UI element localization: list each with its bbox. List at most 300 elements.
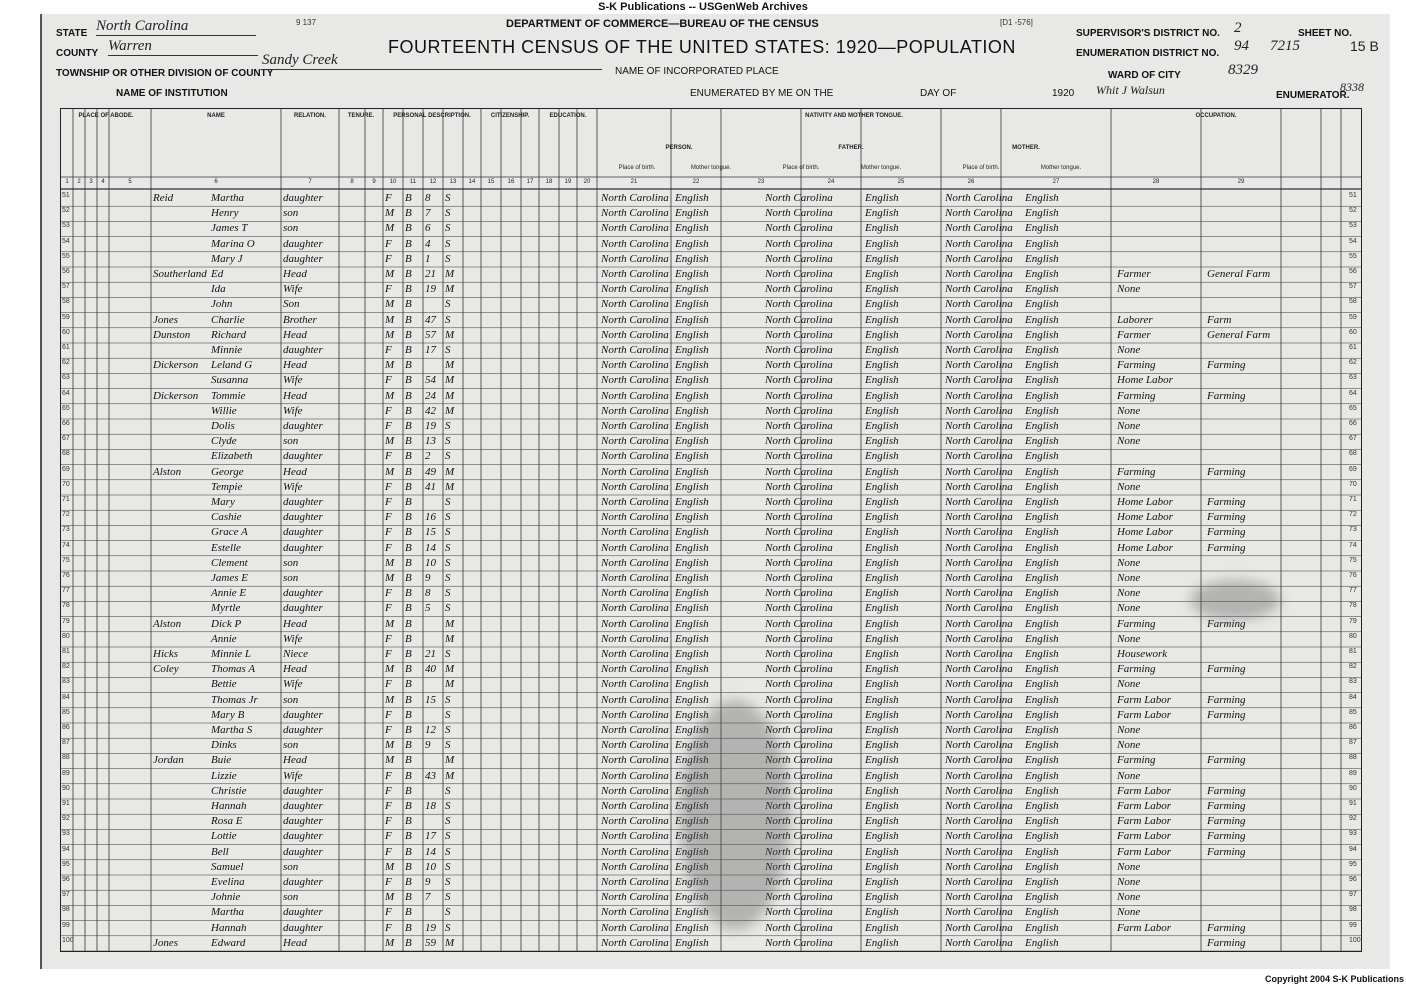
row-number: 58 — [62, 298, 70, 306]
marital-status-cell: S — [445, 222, 451, 235]
father-tongue-cell: English — [865, 815, 899, 828]
sheet-value: 15 B — [1350, 38, 1379, 54]
sex-cell: F — [385, 648, 392, 660]
row-number-right: 99 — [1349, 921, 1357, 929]
occupation-cell: None — [1117, 435, 1141, 448]
row-number-right: 78 — [1349, 602, 1357, 610]
row-number-right: 65 — [1349, 404, 1357, 412]
row-number-right: 59 — [1349, 313, 1357, 321]
sex-cell: F — [385, 587, 392, 600]
row-number: 51 — [62, 192, 70, 199]
relation-cell: daughter — [283, 587, 323, 600]
birthplace-cell: North Carolina — [601, 283, 669, 296]
birthplace-cell: North Carolina — [601, 450, 669, 463]
column-number: 15 — [487, 179, 495, 185]
race-cell: B — [405, 556, 412, 569]
day-label: DAY OF — [920, 88, 957, 99]
given-name-cell: Minnie — [211, 344, 243, 356]
column-number: 4 — [101, 179, 105, 185]
column-group-header: RELATION. — [294, 113, 326, 119]
column-number: 17 — [526, 179, 534, 185]
race-cell: B — [405, 845, 412, 858]
row-number: 67 — [62, 435, 70, 443]
marital-status-cell: S — [445, 556, 451, 569]
marital-status-cell: S — [445, 252, 451, 265]
father-birthplace-cell: North Carolina — [765, 541, 833, 554]
marital-status-cell: M — [445, 480, 455, 493]
state-label: STATE — [56, 28, 88, 39]
row-number-right: 82 — [1349, 663, 1357, 671]
row-number: 66 — [62, 420, 70, 427]
age-cell: 15 — [425, 693, 436, 706]
mother-tongue-cell: English — [675, 192, 709, 204]
mother-tongue-cell: English — [675, 663, 709, 676]
row-number: 83 — [62, 678, 70, 686]
race-cell: B — [405, 298, 412, 311]
birthplace-cell: North Carolina — [601, 420, 669, 432]
row-number-right: 85 — [1349, 708, 1357, 716]
enum-district-label: ENUMERATION DISTRICT NO. — [1076, 48, 1220, 59]
given-name-cell: Grace A — [211, 526, 248, 539]
sex-cell: F — [385, 800, 392, 812]
race-cell: B — [405, 693, 412, 706]
column-number: 3 — [89, 179, 93, 185]
given-name-cell: Cashie — [211, 511, 242, 524]
enumerated-label: ENUMERATED BY ME ON THE — [690, 88, 834, 99]
father-birthplace-cell: North Carolina — [765, 298, 833, 311]
row-number-right: 67 — [1349, 435, 1357, 443]
relation-cell: daughter — [283, 344, 323, 356]
mother-birthplace-cell: North Carolina — [945, 754, 1013, 767]
relation-cell: daughter — [283, 800, 323, 812]
column-group-header: NAME — [207, 113, 225, 119]
row-number: 55 — [62, 252, 70, 260]
sex-cell: F — [385, 830, 392, 843]
father-tongue-cell: English — [865, 222, 899, 235]
marital-status-cell: S — [445, 313, 451, 326]
given-name-cell: Thomas A — [211, 663, 256, 676]
column-group-header: CITIZENSHIP. — [490, 113, 530, 119]
row-number-right: 61 — [1349, 344, 1357, 351]
given-name-cell: Evelina — [211, 876, 245, 888]
sex-cell: M — [385, 298, 395, 311]
given-name-cell: Myrtle — [211, 602, 241, 615]
mother-birthplace-cell: North Carolina — [945, 435, 1013, 448]
given-name-cell: Martha — [211, 906, 244, 919]
birthplace-cell: North Carolina — [601, 876, 669, 888]
row-number-right: 76 — [1349, 572, 1357, 579]
birthplace-cell: North Carolina — [601, 207, 669, 220]
row-number: 71 — [62, 496, 70, 503]
relation-cell: daughter — [283, 602, 323, 615]
sex-cell: M — [385, 268, 395, 280]
mother-tongue-cell: English — [675, 784, 709, 797]
mother-tongue-cell: English — [675, 389, 709, 402]
age-cell: 42 — [425, 404, 436, 417]
mother-tongue-cell: English — [675, 420, 709, 432]
age-cell: 8 — [425, 192, 431, 204]
age-cell: 6 — [425, 222, 431, 235]
mother-tongue-cell: English — [675, 328, 709, 341]
mother-tongue-mother-cell: English — [1025, 404, 1059, 417]
father-birthplace-cell: North Carolina — [765, 313, 833, 326]
father-birthplace-cell: North Carolina — [765, 845, 833, 858]
mother-tongue-mother-cell: English — [1025, 359, 1059, 372]
race-cell: B — [405, 359, 412, 372]
ink-smudge — [1190, 580, 1280, 620]
mother-birthplace-cell: North Carolina — [945, 496, 1013, 508]
age-cell: 9 — [425, 876, 431, 888]
given-name-cell: Minnie L — [211, 648, 252, 660]
industry-cell: Farming — [1207, 693, 1246, 706]
sex-cell: M — [385, 617, 395, 630]
father-birthplace-cell: North Carolina — [765, 876, 833, 888]
column-number: 12 — [429, 179, 437, 185]
race-cell: B — [405, 769, 412, 782]
nativity-subgroup: PERSON. — [665, 145, 693, 151]
age-cell: 49 — [425, 465, 436, 478]
father-birthplace-cell: North Carolina — [765, 283, 833, 296]
relation-cell: Head — [283, 936, 307, 949]
age-cell: 19 — [425, 420, 436, 432]
father-birthplace-cell: North Carolina — [765, 389, 833, 402]
column-number: 13 — [449, 179, 457, 185]
row-number-right: 63 — [1349, 374, 1357, 382]
relation-cell: daughter — [283, 420, 323, 432]
father-birthplace-cell: North Carolina — [765, 800, 833, 812]
mother-birthplace-cell: North Carolina — [945, 617, 1013, 630]
relation-cell: daughter — [283, 830, 323, 843]
surname-cell: Jordan — [153, 754, 184, 767]
given-name-cell: Marina O — [211, 237, 255, 250]
occupation-cell: Housework — [1117, 648, 1168, 660]
occupation-cell: None — [1117, 906, 1141, 919]
row-number: 93 — [62, 830, 70, 838]
mother-tongue-cell: English — [675, 876, 709, 888]
birthplace-cell: North Carolina — [601, 648, 669, 660]
mother-tongue-cell: English — [675, 936, 709, 949]
mother-birthplace-cell: North Carolina — [945, 921, 1013, 934]
sex-cell: F — [385, 374, 392, 387]
birthplace-cell: North Carolina — [601, 237, 669, 250]
row-number-right: 88 — [1349, 754, 1357, 762]
father-tongue-cell: English — [865, 693, 899, 706]
given-name-cell: Ida — [211, 283, 226, 296]
column-number: 7 — [308, 179, 312, 185]
industry-cell: Farming — [1207, 496, 1246, 508]
row-number-right: 71 — [1349, 496, 1357, 503]
birthplace-cell: North Carolina — [601, 526, 669, 539]
row-number-right: 51 — [1349, 192, 1357, 199]
mother-birthplace-cell: North Carolina — [945, 587, 1013, 600]
birthplace-cell: North Carolina — [601, 602, 669, 615]
given-name-cell: Annie E — [211, 587, 247, 600]
sex-cell: M — [385, 739, 395, 752]
mother-birthplace-cell: North Carolina — [945, 541, 1013, 554]
row-number-right: 79 — [1349, 617, 1357, 625]
mother-tongue-mother-cell: English — [1025, 708, 1059, 721]
row-number-right: 91 — [1349, 800, 1357, 807]
row-number: 98 — [62, 906, 70, 914]
mother-tongue-cell: English — [675, 693, 709, 706]
mother-tongue-mother-cell: English — [1025, 374, 1059, 387]
row-number-right: 87 — [1349, 739, 1357, 747]
mother-tongue-cell: English — [675, 359, 709, 372]
father-tongue-cell: English — [865, 298, 899, 311]
mother-tongue-cell: English — [675, 556, 709, 569]
birthplace-cell: North Carolina — [601, 252, 669, 265]
given-name-cell: Buie — [211, 754, 232, 767]
father-birthplace-cell: North Carolina — [765, 724, 833, 736]
column-number: 25 — [897, 179, 905, 185]
marital-status-cell: M — [445, 359, 455, 372]
sex-cell: F — [385, 283, 392, 296]
sex-cell: F — [385, 450, 392, 463]
race-cell: B — [405, 465, 412, 478]
marital-status-cell: M — [445, 268, 455, 280]
given-name-cell: Mary B — [211, 708, 245, 721]
column-number: 26 — [967, 179, 975, 185]
row-number: 99 — [62, 921, 70, 929]
birthplace-cell: North Carolina — [601, 860, 669, 873]
relation-cell: daughter — [283, 450, 323, 463]
age-cell: 19 — [425, 921, 436, 934]
sex-cell: F — [385, 724, 392, 736]
relation-cell: Head — [283, 328, 307, 341]
sheet-label: SHEET NO. — [1298, 28, 1352, 39]
row-number: 90 — [62, 784, 70, 792]
relation-cell: daughter — [283, 906, 323, 919]
mother-birthplace-cell: North Carolina — [945, 724, 1013, 736]
row-number-right: 68 — [1349, 450, 1357, 458]
mother-tongue-cell: English — [675, 268, 709, 280]
occupation-cell: Farm Labor — [1117, 815, 1172, 828]
father-birthplace-cell: North Carolina — [765, 192, 833, 204]
stamp-b: 8329 — [1228, 62, 1258, 78]
supervisor-label: SUPERVISOR'S DISTRICT NO. — [1076, 28, 1220, 39]
father-tongue-cell: English — [865, 465, 899, 478]
given-name-cell: John — [211, 298, 233, 311]
birthplace-cell: North Carolina — [601, 815, 669, 828]
father-birthplace-cell: North Carolina — [765, 480, 833, 493]
sex-cell: M — [385, 465, 395, 478]
age-cell: 9 — [425, 572, 431, 584]
sex-cell: M — [385, 754, 395, 767]
row-number: 91 — [62, 800, 70, 807]
enum-district-value: 94 — [1234, 38, 1249, 54]
mother-tongue-mother-cell: English — [1025, 860, 1059, 873]
birthplace-cell: North Carolina — [601, 359, 669, 372]
column-number: 20 — [583, 179, 591, 185]
row-number-right: 93 — [1349, 830, 1357, 838]
mother-birthplace-cell: North Carolina — [945, 526, 1013, 539]
father-tongue-cell: English — [865, 708, 899, 721]
mother-tongue-mother-cell: English — [1025, 891, 1059, 904]
row-number-right: 66 — [1349, 420, 1357, 427]
row-number: 79 — [62, 617, 70, 625]
father-birthplace-cell: North Carolina — [765, 359, 833, 372]
column-number: 24 — [827, 179, 835, 185]
marital-status-cell: S — [445, 450, 451, 463]
column-number: 8 — [350, 179, 354, 185]
industry-cell: General Farm — [1207, 328, 1271, 341]
row-number: 52 — [62, 207, 70, 215]
sex-cell: F — [385, 252, 392, 265]
occupation-cell: None — [1117, 572, 1141, 584]
mother-tongue-cell: English — [675, 222, 709, 235]
father-birthplace-cell: North Carolina — [765, 663, 833, 676]
age-cell: 54 — [425, 374, 436, 387]
father-tongue-cell: English — [865, 936, 899, 949]
birthplace-cell: North Carolina — [601, 480, 669, 493]
father-tongue-cell: English — [865, 313, 899, 326]
row-number: 65 — [62, 404, 70, 412]
occupation-cell: None — [1117, 283, 1141, 296]
given-name-cell: Charlie — [211, 313, 245, 326]
row-number: 54 — [62, 237, 70, 245]
father-tongue-cell: English — [865, 784, 899, 797]
nativity-column-label: Place of birth. — [782, 165, 820, 171]
occupation-cell: Farmer — [1117, 328, 1151, 341]
race-cell: B — [405, 268, 412, 280]
occupation-cell: None — [1117, 587, 1141, 600]
birthplace-cell: North Carolina — [601, 891, 669, 904]
sex-cell: F — [385, 480, 392, 493]
industry-cell: Farm — [1207, 313, 1232, 326]
industry-cell: Farming — [1207, 389, 1246, 402]
nativity-column-label: Place of birth. — [618, 165, 656, 171]
age-cell: 5 — [425, 602, 431, 615]
mother-tongue-cell: English — [675, 891, 709, 904]
mother-tongue-cell: English — [675, 769, 709, 782]
mother-birthplace-cell: North Carolina — [945, 298, 1013, 311]
marital-status-cell: M — [445, 328, 455, 341]
father-birthplace-cell: North Carolina — [765, 784, 833, 797]
race-cell: B — [405, 541, 412, 554]
nativity-column-label: Mother tongue. — [690, 165, 732, 171]
relation-cell: Head — [283, 465, 307, 478]
occupation-cell: Farming — [1117, 663, 1156, 676]
nativity-column-label: Mother tongue. — [1040, 165, 1082, 171]
occupation-cell: None — [1117, 602, 1141, 615]
mother-tongue-mother-cell: English — [1025, 587, 1059, 600]
row-number: 75 — [62, 556, 70, 564]
birthplace-cell: North Carolina — [601, 724, 669, 736]
mother-birthplace-cell: North Carolina — [945, 876, 1013, 888]
mother-tongue-cell: English — [675, 313, 709, 326]
mother-tongue-mother-cell: English — [1025, 207, 1059, 220]
marital-status-cell: S — [445, 693, 451, 706]
marital-status-cell: S — [445, 192, 451, 204]
sex-cell: M — [385, 328, 395, 341]
given-name-cell: Thomas Jr — [211, 693, 258, 706]
father-tongue-cell: English — [865, 496, 899, 508]
mother-birthplace-cell: North Carolina — [945, 769, 1013, 782]
mother-tongue-mother-cell: English — [1025, 830, 1059, 843]
occupation-cell: None — [1117, 344, 1141, 356]
given-name-cell: Estelle — [211, 541, 241, 554]
mother-birthplace-cell: North Carolina — [945, 708, 1013, 721]
father-birthplace-cell: North Carolina — [765, 207, 833, 220]
age-cell: 15 — [425, 526, 436, 539]
marital-status-cell: M — [445, 678, 455, 691]
marital-status-cell: S — [445, 860, 451, 873]
relation-cell: daughter — [283, 526, 323, 539]
page-title: FOURTEENTH CENSUS OF THE UNITED STATES: 1920—POPULATION — [388, 37, 1016, 57]
age-cell: 7 — [425, 891, 431, 904]
given-name-cell: Dolis — [211, 420, 235, 432]
row-number: 88 — [62, 754, 70, 762]
marital-status-cell: S — [445, 906, 451, 919]
marital-status-cell: S — [445, 724, 451, 736]
nativity-column-label: Mother tongue. — [860, 165, 902, 171]
relation-cell: Wife — [283, 678, 303, 691]
mother-tongue-mother-cell: English — [1025, 222, 1059, 235]
row-number: 100 — [62, 936, 74, 944]
sex-cell: F — [385, 876, 392, 888]
marital-status-cell: S — [445, 876, 451, 888]
given-name-cell: Dinks — [211, 739, 237, 752]
marital-status-cell: S — [445, 648, 451, 660]
race-cell: B — [405, 632, 412, 645]
sex-cell: F — [385, 237, 392, 250]
year: 1920 — [1052, 88, 1075, 99]
relation-cell: daughter — [283, 784, 323, 797]
column-group-header: TENURE. — [347, 113, 375, 119]
occupation-cell: Home Labor — [1117, 526, 1173, 539]
marital-status-cell: M — [445, 389, 455, 402]
mother-tongue-cell: English — [675, 298, 709, 311]
occupation-cell: Farm Labor — [1117, 845, 1172, 858]
given-name-cell: Bell — [211, 845, 229, 858]
mother-tongue-cell: English — [675, 374, 709, 387]
industry-cell: Farming — [1207, 754, 1246, 767]
mother-tongue-cell: English — [675, 283, 709, 296]
relation-cell: son — [283, 556, 299, 569]
occupation-cell: Farming — [1117, 389, 1156, 402]
column-group-header: OCCUPATION. — [1195, 113, 1237, 119]
occupation-cell: None — [1117, 724, 1141, 736]
father-tongue-cell: English — [865, 268, 899, 280]
given-name-cell: Mary J — [211, 252, 243, 265]
mother-birthplace-cell: North Carolina — [945, 891, 1013, 904]
relation-cell: Wife — [283, 632, 303, 645]
age-cell: 19 — [425, 283, 436, 296]
column-number: 23 — [757, 179, 765, 185]
mother-tongue-mother-cell: English — [1025, 328, 1059, 341]
relation-cell: son — [283, 891, 299, 904]
occupation-cell: Farming — [1117, 617, 1156, 630]
sex-cell: M — [385, 572, 395, 584]
mother-birthplace-cell: North Carolina — [945, 374, 1013, 387]
row-number: 81 — [62, 648, 70, 655]
father-tongue-cell: English — [865, 237, 899, 250]
mother-tongue-mother-cell: English — [1025, 693, 1059, 706]
column-number: 9 — [372, 179, 376, 185]
mother-tongue-cell: English — [675, 724, 709, 736]
surname-cell: Alston — [153, 617, 182, 630]
birthplace-cell: North Carolina — [601, 587, 669, 600]
relation-cell: son — [283, 860, 299, 873]
relation-cell: daughter — [283, 876, 323, 888]
birthplace-cell: North Carolina — [601, 556, 669, 569]
industry-cell: Farming — [1207, 936, 1246, 949]
relation-cell: Niece — [283, 648, 309, 660]
mother-tongue-cell: English — [675, 739, 709, 752]
age-cell: 8 — [425, 587, 431, 600]
sex-cell: F — [385, 602, 392, 615]
industry-cell: Farming — [1207, 815, 1246, 828]
